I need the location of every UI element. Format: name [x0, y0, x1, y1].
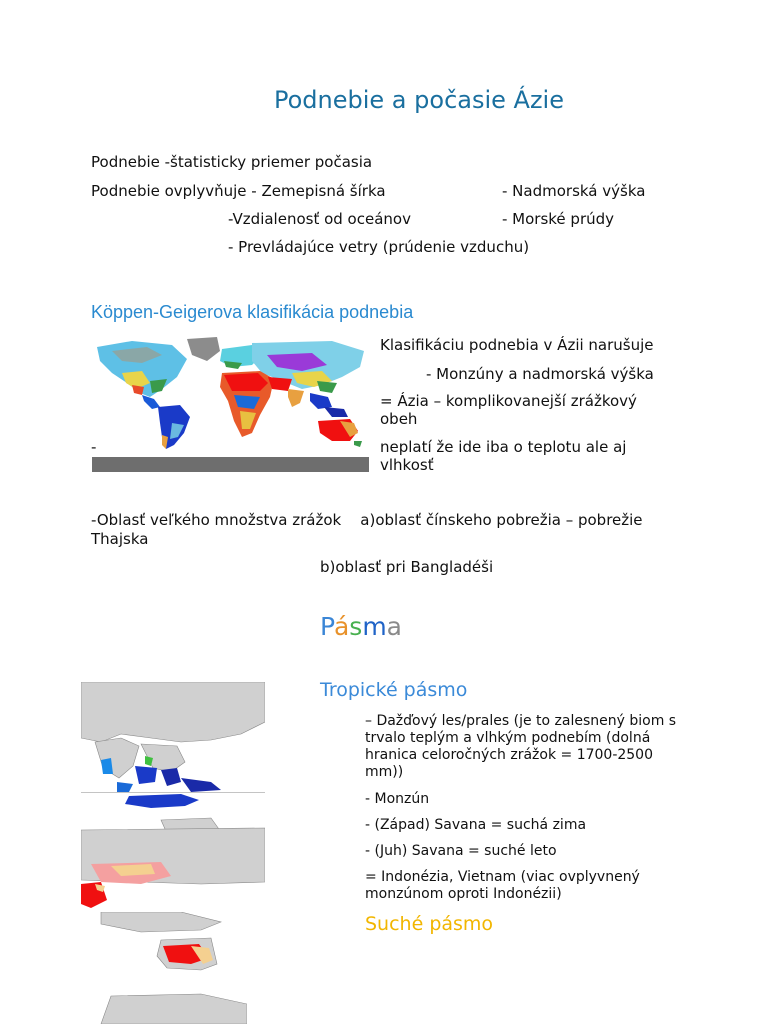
- tropical-item3: - (Západ) Savana = suchá zima: [365, 817, 587, 833]
- pasma-letter: P: [320, 612, 334, 641]
- factors-lead: Podnebie ovplyvňuje - Zemepisná šírka: [91, 182, 386, 200]
- asia-tropical-map: [81, 682, 265, 792]
- asia-monsoon-map: [81, 792, 265, 912]
- factor-currents: - Morské prúdy: [502, 210, 615, 228]
- pasma-heading: [320, 612, 402, 641]
- rain-line2: b)oblasť pri Bangladéši: [320, 558, 494, 576]
- factor-winds: - Prevládajúce vetry (prúdenie vzduchu): [228, 238, 530, 256]
- tropical-item1: – Dažďový les/prales (je to zalesnený biom s trvalo teplým a vlhkým podnebím (dolná hranica celoročných zrážok = 1700-2500 mm)): [365, 713, 677, 780]
- rain-line1b: Thajska: [91, 530, 149, 548]
- pasma-letter: m: [362, 612, 387, 641]
- page-title: Podnebie a počasie Ázie: [274, 86, 564, 114]
- australia-dry-map: [81, 912, 247, 1024]
- pasma-letter: s: [349, 612, 363, 641]
- dry-heading: Suché pásmo: [365, 913, 494, 935]
- koppen-dash: -: [91, 438, 97, 456]
- factor-altitude: - Nadmorská výška: [502, 182, 646, 200]
- climate-definition: Podnebie -štatisticky priemer počasia: [91, 153, 373, 171]
- koppen-line3: = Ázia – komplikovanejší zrážkový obeh: [380, 392, 637, 428]
- pasma-letter: a: [386, 612, 402, 641]
- rain-line1: -Oblasť veľkého množstva zrážok a)oblasť čínskeho pobrežia – pobrežie: [91, 511, 643, 529]
- tropical-item2: - Monzún: [365, 791, 430, 807]
- tropical-heading: Tropické pásmo: [320, 679, 468, 701]
- factor-ocean-distance: -Vzdialenosť od oceánov: [228, 210, 411, 228]
- pasma-letter: á: [333, 612, 350, 641]
- koppen-line2: - Monzúny a nadmorská výška: [426, 365, 654, 383]
- world-climate-map: [92, 337, 369, 472]
- tropical-item5: = Indonézia, Vietnam (viac ovplyvnený monzúnom oproti Indonézii): [365, 869, 640, 902]
- koppen-line1: Klasifikáciu podnebia v Ázii narušuje: [380, 336, 654, 354]
- koppen-heading: Köppen-Geigerova klasifikácia podnebia: [91, 302, 414, 322]
- tropical-item4: - (Juh) Savana = suché leto: [365, 843, 557, 859]
- koppen-line4: neplatí že ide iba o teplotu ale aj vlhkosť: [380, 438, 627, 474]
